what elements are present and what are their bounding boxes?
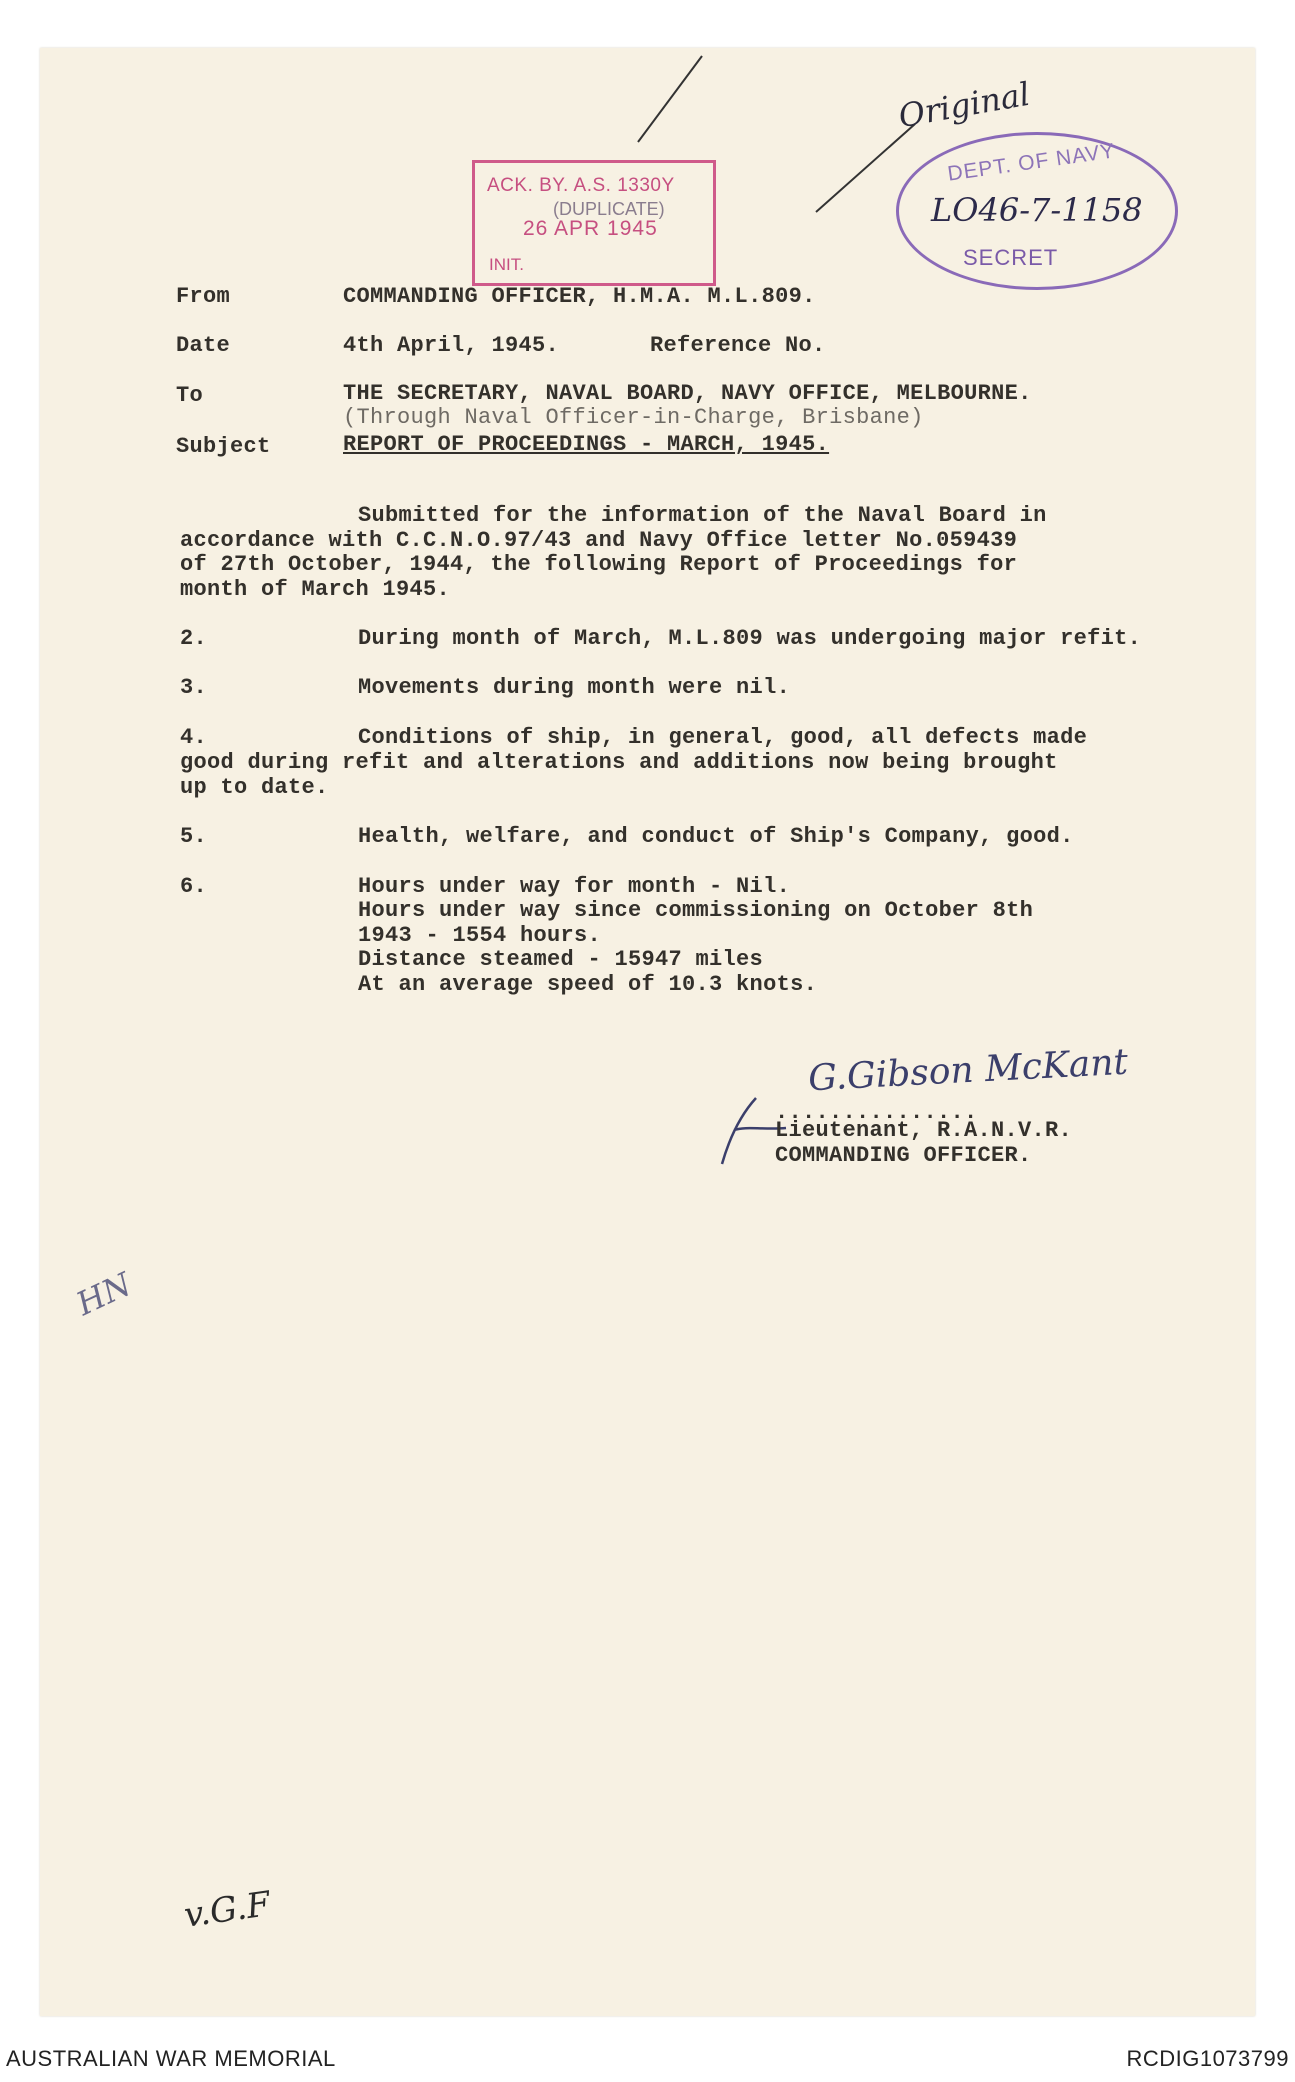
paragraph-text: Health, welfare, and conduct of Ship's Company, good. (358, 824, 1074, 849)
signature-title: COMMANDING OFFICER. (775, 1143, 1032, 1168)
acknowledgement-stamp (472, 160, 716, 286)
subject-label: Subject (176, 434, 271, 459)
reference-label: Reference No. (650, 333, 826, 358)
paragraph-text: Distance steamed - 15947 miles (358, 947, 764, 972)
paragraph-number: 6. (180, 874, 208, 899)
to-label: To (176, 383, 204, 408)
paragraph-text: 1943 - 1554 hours. (358, 923, 602, 948)
footer-institution: AUSTRALIAN WAR MEMORIAL (6, 2046, 336, 2071)
handwritten-signature: G.Gibson McKant (807, 1041, 1129, 1100)
stamp-dept-text: DEPT. OF NAVY (946, 139, 1117, 186)
date-value: 4th April, 1945. (343, 333, 560, 358)
stamp-date: 26 APR 1945 (523, 217, 658, 240)
to-note: (Through Naval Officer-in-Charge, Brisbane) (343, 405, 924, 430)
from-value: COMMANDING OFFICER, H.M.A. M.L.809. (343, 284, 816, 309)
margin-initials: HN (70, 1264, 138, 1324)
paragraph-text: Conditions of ship, in general, good, all defects made (358, 725, 1088, 750)
paragraph-number: 3. (180, 675, 208, 700)
stamp-init: INIT. (489, 255, 524, 274)
paragraph-text: At an average speed of 10.3 knots. (358, 972, 818, 997)
paragraph-text: Hours under way for month - Nil. (358, 874, 791, 899)
paragraph-text: During month of March, M.L.809 was undergoing major refit. (358, 626, 1142, 651)
original-note: Original (895, 74, 1033, 136)
stamp-ack-text: ACK. BY. A.S. 1330Y (487, 175, 675, 196)
footer-record-id: RCDIG1073799 (1126, 2046, 1289, 2071)
pen-stroke-icon (630, 50, 710, 150)
intro-line: of 27th October, 1944, the following Report of Proceedings for (180, 552, 1018, 577)
subject-value: REPORT OF PROCEEDINGS - MARCH, 1945. (343, 432, 830, 457)
paragraph-text: Hours under way since commissioning on October 8th (358, 898, 1034, 923)
intro-line: accordance with C.C.N.O.97/43 and Navy Office letter No.059439 (180, 528, 1018, 553)
stamp-file-number: LO46-7-1158 (931, 191, 1143, 229)
date-label: Date (176, 333, 231, 358)
paragraph-number: 2. (180, 626, 208, 651)
paragraph-number: 5. (180, 824, 208, 849)
paragraph-text: Movements during month were nil. (358, 675, 791, 700)
dept-navy-stamp (896, 132, 1178, 290)
paragraph-number: 4. (180, 725, 208, 750)
paragraph-text: up to date. (180, 775, 329, 800)
signature-dots: ............... (775, 1100, 978, 1125)
intro-line: month of March 1945. (180, 577, 451, 602)
signature-rank: Lieutenant, R.A.N.V.R. (775, 1118, 1073, 1143)
bottom-initials: v.G.F (181, 1884, 273, 1936)
stamp-secret-text: SECRET (963, 245, 1059, 270)
from-label: From (176, 284, 231, 309)
to-value: THE SECRETARY, NAVAL BOARD, NAVY OFFICE, MELBOURNE. (343, 381, 1032, 406)
stamp-duplicate-text: (DUPLICATE) (553, 199, 665, 219)
paragraph-text: good during refit and alterations and additions now being brought (180, 750, 1058, 775)
intro-line: Submitted for the information of the Naval Board in (358, 503, 1047, 528)
